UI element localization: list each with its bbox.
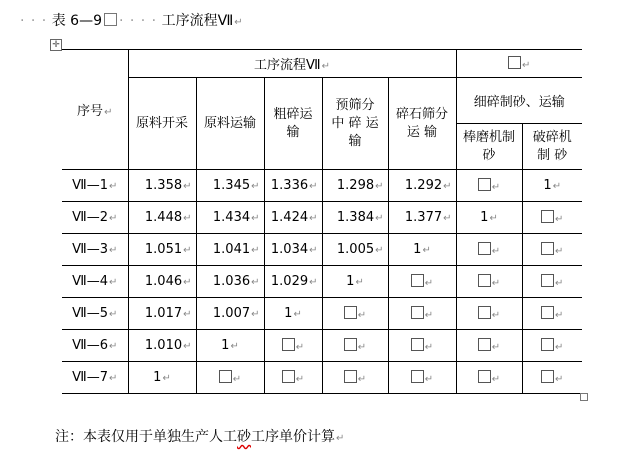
- caption-mid-dots: · · · ·: [118, 13, 158, 29]
- cell-c6: 1↵: [456, 202, 522, 234]
- header-index: [62, 50, 128, 170]
- col-header-c6: 棒磨机制砂: [456, 124, 522, 170]
- note-suffix: 工序单价计算: [251, 429, 335, 445]
- table-caption: [20, 10, 243, 30]
- col-header-c1: 原料开采: [128, 78, 196, 170]
- empty-cell-box-icon: [541, 274, 554, 287]
- paragraph-mark-icon: ↵: [321, 61, 330, 72]
- header-group-label: 工序流程Ⅶ: [254, 58, 321, 73]
- cell-c3: ↵: [264, 330, 322, 362]
- cell-c5: 1.377↵: [388, 202, 456, 234]
- table-row: [62, 234, 582, 266]
- note-underlined-word: 砂: [237, 429, 251, 445]
- row-id: Ⅶ—1↵: [62, 170, 128, 202]
- empty-cell-box-icon: [344, 338, 357, 351]
- cell-c2: ↵: [196, 362, 264, 394]
- header-index-label: 序号: [77, 104, 104, 119]
- empty-cell-box-icon: [411, 306, 424, 319]
- caption-title: 工序流程Ⅶ: [161, 13, 234, 29]
- cell-c4: ↵: [322, 362, 388, 394]
- caption-lead-dots: · · ·: [20, 13, 48, 29]
- cell-c2: 1.036↵: [196, 266, 264, 298]
- row-id: Ⅶ—3↵: [62, 234, 128, 266]
- cell-c4: 1.384↵: [322, 202, 388, 234]
- empty-cell-box-icon: [478, 178, 491, 191]
- empty-cell-box-icon: [478, 370, 491, 383]
- cell-c4: 1.298↵: [322, 170, 388, 202]
- empty-cell-box-icon: [411, 274, 424, 287]
- cell-c5: 1↵: [388, 234, 456, 266]
- cell-c6: ↵: [456, 234, 522, 266]
- cell-c2: 1↵: [196, 330, 264, 362]
- cell-c2: 1.041↵: [196, 234, 264, 266]
- header-group-empty: [456, 50, 582, 78]
- empty-cell-box-icon: [541, 210, 554, 223]
- cell-c5: ↵: [388, 266, 456, 298]
- empty-box-icon: [104, 13, 117, 26]
- empty-cell-box-icon: [478, 306, 491, 319]
- col-header-c2: 原料运输: [196, 78, 264, 170]
- row-id: Ⅶ—5↵: [62, 298, 128, 330]
- table-row: [62, 202, 582, 234]
- cell-c7: ↵: [522, 266, 582, 298]
- cell-c1: 1↵: [128, 362, 196, 394]
- cell-c1: 1.017↵: [128, 298, 196, 330]
- header-group-process: [128, 50, 456, 78]
- cell-c5: ↵: [388, 362, 456, 394]
- cell-c6: ↵: [456, 298, 522, 330]
- col-header-c3: 粗碎运输: [264, 78, 322, 170]
- cell-c7: ↵: [522, 234, 582, 266]
- cell-c4: 1.005↵: [322, 234, 388, 266]
- cell-c4: 1↵: [322, 266, 388, 298]
- empty-cell-box-icon: [411, 370, 424, 383]
- row-id: Ⅶ—4↵: [62, 266, 128, 298]
- cell-c6: ↵: [456, 266, 522, 298]
- cell-c5: ↵: [388, 330, 456, 362]
- cell-c5: ↵: [388, 298, 456, 330]
- cell-c2: 1.007↵: [196, 298, 264, 330]
- cell-c2: 1.434↵: [196, 202, 264, 234]
- cell-c1: 1.046↵: [128, 266, 196, 298]
- empty-cell-box-icon: [478, 338, 491, 351]
- empty-cell-box-icon: [541, 338, 554, 351]
- process-table: [62, 49, 582, 394]
- empty-cell-box-icon: [541, 306, 554, 319]
- cell-c6: ↵: [456, 170, 522, 202]
- cell-c3: 1.034↵: [264, 234, 322, 266]
- empty-cell-box-icon: [541, 370, 554, 383]
- empty-cell-box-icon: [411, 338, 424, 351]
- table-row: [62, 298, 582, 330]
- empty-cell-box-icon: [282, 370, 295, 383]
- table-row: [62, 330, 582, 362]
- col-header-c6-group: 细碎制砂、运输: [456, 78, 582, 124]
- table-resize-handle-icon[interactable]: [580, 393, 588, 401]
- cell-c7: ↵: [522, 202, 582, 234]
- note-prefix: 注：本表仅用于单独生产人工: [55, 429, 237, 445]
- empty-cell-box-icon: [282, 338, 295, 351]
- empty-cell-box-icon: [219, 370, 232, 383]
- cell-c6: ↵: [456, 330, 522, 362]
- cell-c4: ↵: [322, 298, 388, 330]
- row-id: Ⅶ—6↵: [62, 330, 128, 362]
- col-header-c5: 碎石筛分运 输: [388, 78, 456, 170]
- cell-c7: ↵: [522, 298, 582, 330]
- row-id: Ⅶ—7↵: [62, 362, 128, 394]
- cell-c3: 1↵: [264, 298, 322, 330]
- paragraph-mark-icon: ↵: [104, 107, 113, 118]
- empty-cell-box-icon: [344, 370, 357, 383]
- cell-c3: 1.424↵: [264, 202, 322, 234]
- col-header-c4: 预筛分中 碎 运 输: [322, 78, 388, 170]
- caption-label: 表 6—9: [51, 13, 102, 29]
- cell-c1: 1.051↵: [128, 234, 196, 266]
- cell-c7: ↵: [522, 362, 582, 394]
- cell-c2: 1.345↵: [196, 170, 264, 202]
- cell-c1: 1.358↵: [128, 170, 196, 202]
- empty-cell-box-icon: [508, 56, 521, 69]
- row-id: Ⅶ—2↵: [62, 202, 128, 234]
- table-move-handle-icon[interactable]: ✛: [50, 39, 62, 51]
- empty-cell-box-icon: [478, 274, 491, 287]
- table-note: [55, 426, 344, 446]
- cell-c3: 1.029↵: [264, 266, 322, 298]
- col-header-c7: 破碎机制 砂: [522, 124, 582, 170]
- empty-cell-box-icon: [344, 306, 357, 319]
- cell-c1: 1.010↵: [128, 330, 196, 362]
- cell-c3: 1.336↵: [264, 170, 322, 202]
- empty-cell-box-icon: [478, 242, 491, 255]
- cell-c1: 1.448↵: [128, 202, 196, 234]
- table-row: [62, 362, 582, 394]
- cell-c3: ↵: [264, 362, 322, 394]
- cell-c7: 1↵: [522, 170, 582, 202]
- table-row: [62, 170, 582, 202]
- cell-c7: ↵: [522, 330, 582, 362]
- paragraph-mark-icon: ↵: [336, 433, 345, 444]
- paragraph-mark-icon: ↵: [522, 59, 531, 71]
- empty-cell-box-icon: [541, 242, 554, 255]
- table-row: [62, 266, 582, 298]
- cell-c5: 1.292↵: [388, 170, 456, 202]
- cell-c6: ↵: [456, 362, 522, 394]
- cell-c4: ↵: [322, 330, 388, 362]
- paragraph-mark-icon: ↵: [234, 17, 243, 28]
